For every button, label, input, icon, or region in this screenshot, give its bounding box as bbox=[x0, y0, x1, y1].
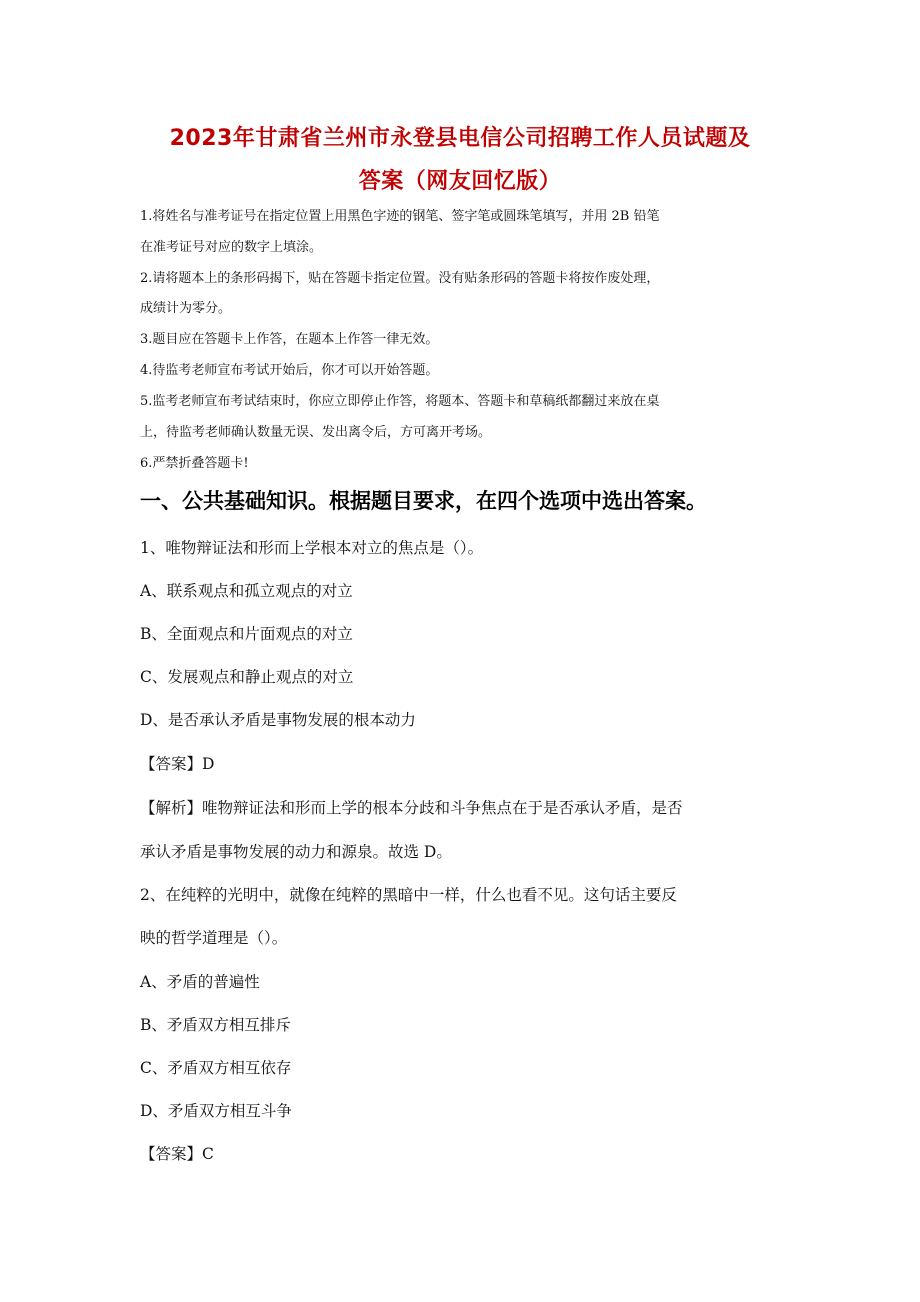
instruction-2-line-1: 2.请将题本上的条形码揭下，贴在答题卡指定位置。没有贴条形码的答题卡将按作废处理， bbox=[140, 271, 660, 286]
instruction-1-line-2: 在准考证号对应的数字上填涂。 bbox=[140, 240, 323, 255]
question-1-option-c: C、发展观点和静止观点的对立 bbox=[140, 668, 354, 686]
question-2-answer: 【答案】C bbox=[140, 1145, 214, 1163]
question-1-analysis-line-1: 【解析】唯物辩证法和形而上学的根本分歧和斗争焦点在于是否承认矛盾，是否 bbox=[140, 799, 683, 817]
instruction-1-line-1: 1.将姓名与准考证号在指定位置上用黑色字迹的钢笔、签字笔或圆珠笔填写，并用 2B 铅笔 bbox=[140, 209, 660, 224]
document-title-line-1: 2023年甘肃省兰州市永登县电信公司招聘工作人员试题及 bbox=[169, 126, 751, 151]
instruction-2-line-2: 成绩计为零分。 bbox=[140, 301, 232, 316]
instruction-5-line-2: 上，待监考老师确认数量无误、发出离令后，方可离开考场。 bbox=[140, 425, 492, 440]
question-2-stem-line-1: 2、在纯粹的光明中，就像在纯粹的黑暗中一样，什么也看不见。这句话主要反 bbox=[140, 886, 677, 904]
instruction-5-line-1: 5.监考老师宣布考试结束时，你应立即停止作答，将题本、答题卡和草稿纸都翻过来放在桌 bbox=[140, 394, 660, 409]
question-1-option-b: B、全面观点和片面观点的对立 bbox=[140, 625, 353, 643]
document-title-line-2: 答案（网友回忆版） bbox=[358, 169, 562, 194]
question-2-stem-line-2: 映的哲学道理是（）。 bbox=[140, 929, 288, 947]
question-1-stem: 1、唯物辩证法和形而上学根本对立的焦点是（）。 bbox=[140, 539, 484, 557]
question-1-option-d: D、是否承认矛盾是事物发展的根本动力 bbox=[140, 711, 416, 729]
question-1-option-a: A、联系观点和孤立观点的对立 bbox=[140, 582, 353, 600]
question-1-analysis-line-2: 承认矛盾是事物发展的动力和源泉。故选 D。 bbox=[140, 843, 452, 861]
instruction-4: 4.待监考老师宣布考试开始后，你才可以开始答题。 bbox=[140, 363, 439, 378]
question-2-option-b: B、矛盾双方相互排斥 bbox=[140, 1016, 291, 1034]
question-2-option-a: A、矛盾的普遍性 bbox=[140, 973, 260, 991]
question-2-option-c: C、矛盾双方相互依存 bbox=[140, 1059, 292, 1077]
instruction-3: 3.题目应在答题卡上作答，在题本上作答一律无效。 bbox=[140, 332, 439, 347]
section-heading: 一、公共基础知识。根据题目要求，在四个选项中选出答案。 bbox=[140, 489, 707, 513]
question-2-option-d: D、矛盾双方相互斗争 bbox=[140, 1102, 292, 1120]
question-1-answer: 【答案】D bbox=[140, 755, 215, 773]
instruction-6: 6.严禁折叠答题卡! bbox=[140, 456, 249, 471]
